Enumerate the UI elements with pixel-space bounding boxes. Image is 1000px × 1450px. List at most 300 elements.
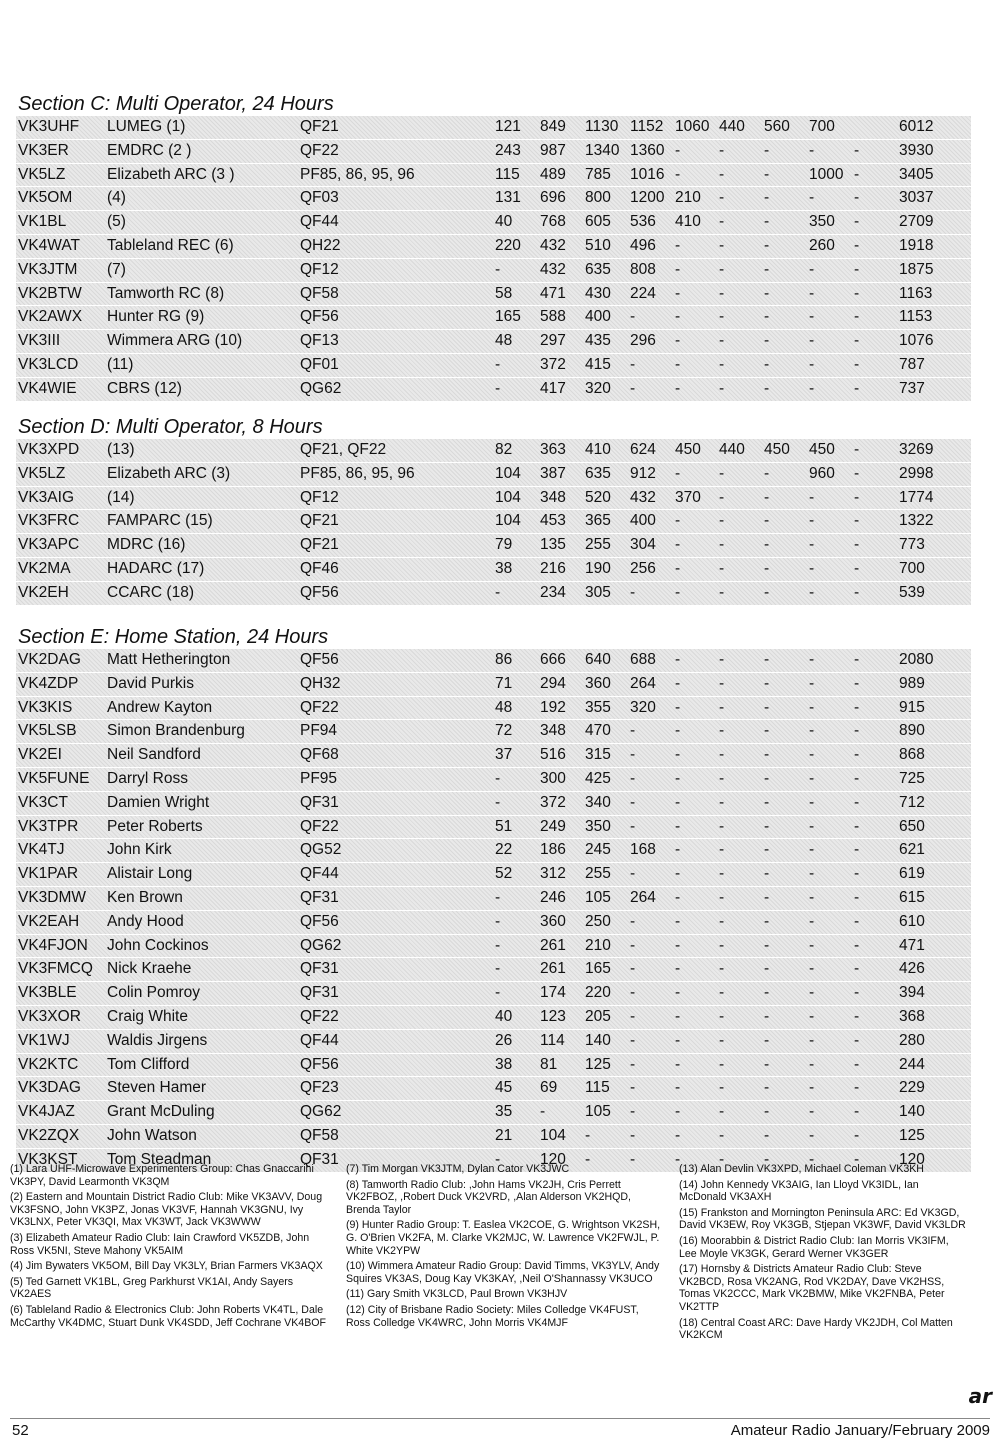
band-cell: -: [719, 583, 725, 601]
band-cell: 48: [495, 332, 513, 350]
band-cell: -: [675, 841, 681, 859]
callsign-cell: VK4WAT: [18, 236, 81, 254]
locator-cell: QF56: [300, 308, 339, 326]
footnote: [346, 1163, 664, 1176]
band-cell: 315: [585, 746, 611, 764]
locator-cell: QF22: [300, 817, 339, 835]
band-cell: -: [719, 936, 725, 954]
band-cell: -: [675, 960, 681, 978]
table-row: [16, 863, 971, 887]
band-cell: -: [854, 841, 860, 859]
band-cell: -: [809, 793, 815, 811]
band-cell: 104: [495, 464, 521, 482]
band-cell: 304: [630, 536, 656, 554]
band-cell: 785: [585, 165, 611, 183]
band-cell: -: [854, 355, 860, 373]
total-cell: 1918: [899, 236, 934, 254]
footnote: [679, 1317, 969, 1342]
table-row: [16, 259, 971, 283]
footnote: [10, 1163, 330, 1188]
band-cell: -: [764, 308, 770, 326]
band-cell: -: [809, 308, 815, 326]
band-cell: -: [495, 984, 501, 1002]
band-cell: -: [630, 912, 636, 930]
band-cell: -: [719, 260, 725, 278]
callsign-cell: VK4TJ: [18, 841, 65, 859]
name-cell: Tom Steadman: [107, 1150, 212, 1168]
footnote-text: Hunter Radio Group: T. Easlea VK2COE, G. Wrightson VK2SH, G. O'Brien VK2FA, M. Clarke VK2MJC, W. Lawrence VK2FWJL, P. White VK2YPW: [346, 1219, 661, 1257]
table-row: [16, 140, 971, 164]
band-cell: -: [630, 984, 636, 1002]
band-cell: -: [854, 213, 860, 231]
band-cell: -: [809, 141, 815, 159]
band-cell: 300: [540, 769, 566, 787]
band-cell: 255: [585, 536, 611, 554]
total-cell: 3037: [899, 189, 934, 207]
band-cell: -: [630, 936, 636, 954]
footnote-text: Tableland Radio & Electronics Club: John Roberts VK4TL, Dale McCarthy VK4DMC, Stuart Dunk VK4SDD, Jeff Cochrane VK4BOF: [10, 1303, 326, 1329]
locator-cell: QF31: [300, 793, 339, 811]
band-cell: 165: [495, 308, 521, 326]
band-cell: 470: [585, 722, 611, 740]
footnote-number: (4): [10, 1260, 23, 1273]
section-title: Section D: Multi Operator, 8 Hours: [18, 416, 323, 438]
band-cell: -: [809, 512, 815, 530]
band-cell: -: [495, 583, 501, 601]
band-cell: -: [719, 960, 725, 978]
band-cell: 987: [540, 141, 566, 159]
callsign-cell: VK3UHF: [18, 118, 80, 135]
table-row: [16, 1077, 971, 1101]
locator-cell: QF31: [300, 888, 339, 906]
locator-cell: PF85, 86, 95, 96: [300, 464, 415, 482]
band-cell: -: [764, 841, 770, 859]
band-cell: -: [630, 722, 636, 740]
band-cell: -: [675, 308, 681, 326]
footnote-number: (12): [346, 1303, 365, 1316]
band-cell: 220: [495, 236, 521, 254]
callsign-cell: VK2EH: [18, 583, 69, 601]
band-cell: 220: [585, 984, 611, 1002]
band-cell: -: [675, 1126, 681, 1144]
band-cell: -: [675, 355, 681, 373]
callsign-cell: VK2EAH: [18, 912, 80, 930]
name-cell: CCARC (18): [107, 583, 194, 601]
band-cell: -: [630, 1055, 636, 1073]
band-cell: 256: [630, 559, 656, 577]
footnote-number: (14): [679, 1178, 698, 1191]
band-cell: 246: [540, 888, 566, 906]
band-cell: -: [809, 817, 815, 835]
table-row: [16, 378, 971, 402]
band-cell: 120: [540, 1150, 566, 1168]
total-cell: 1774: [899, 488, 934, 506]
footnotes-column-3: [679, 1163, 969, 1345]
band-cell: -: [764, 1103, 770, 1121]
table-row: [16, 439, 971, 463]
band-cell: 243: [495, 141, 521, 159]
locator-cell: QF44: [300, 1031, 339, 1049]
callsign-cell: VK3AIG: [18, 488, 74, 506]
table-row: [16, 534, 971, 558]
footnote: [346, 1288, 664, 1301]
band-cell: 1340: [585, 141, 620, 159]
band-cell: 234: [540, 583, 566, 601]
callsign-cell: VK1PAR: [18, 865, 79, 883]
total-cell: 229: [899, 1079, 925, 1097]
band-cell: -: [495, 960, 501, 978]
band-cell: -: [675, 674, 681, 692]
total-cell: 368: [899, 1007, 925, 1025]
band-cell: -: [809, 284, 815, 302]
total-cell: 426: [899, 960, 925, 978]
band-cell: -: [764, 1126, 770, 1144]
band-cell: -: [675, 984, 681, 1002]
callsign-cell: VK3APC: [18, 536, 80, 554]
band-cell: -: [719, 1031, 725, 1049]
band-cell: -: [630, 1079, 636, 1097]
name-cell: John Kirk: [107, 841, 172, 859]
page-number: 52: [12, 1422, 29, 1439]
locator-cell: QF22: [300, 698, 339, 716]
band-cell: 51: [495, 817, 513, 835]
locator-cell: PF94: [300, 722, 338, 740]
callsign-cell: VK3TPR: [18, 817, 79, 835]
band-cell: 115: [585, 1079, 610, 1097]
band-cell: -: [719, 698, 725, 716]
locator-cell: QG62: [300, 936, 342, 954]
band-cell: -: [675, 379, 681, 397]
table-row: [16, 558, 971, 582]
name-cell: Peter Roberts: [107, 817, 203, 835]
footnote: [679, 1179, 969, 1204]
band-cell: -: [854, 1079, 860, 1097]
band-cell: -: [675, 817, 681, 835]
footnote: [346, 1179, 664, 1217]
locator-cell: QF21: [300, 536, 339, 554]
band-cell: -: [854, 189, 860, 207]
band-cell: -: [630, 865, 636, 883]
section-c: [16, 93, 971, 402]
total-cell: 394: [899, 984, 925, 1002]
locator-cell: QF12: [300, 488, 339, 506]
name-cell: Darryl Ross: [107, 769, 188, 787]
locator-cell: QF56: [300, 912, 339, 930]
band-cell: -: [809, 722, 815, 740]
band-cell: 81: [540, 1055, 558, 1073]
total-cell: 650: [899, 817, 925, 835]
band-cell: 69: [540, 1079, 558, 1097]
band-cell: 205: [585, 1007, 611, 1025]
band-cell: 450: [809, 441, 835, 458]
band-cell: 52: [495, 865, 513, 883]
locator-cell: QF31: [300, 1150, 339, 1168]
name-cell: Tom Clifford: [107, 1055, 190, 1073]
band-cell: -: [675, 512, 681, 530]
name-cell: Elizabeth ARC (3 ): [107, 165, 235, 183]
table-row: [16, 697, 971, 721]
band-cell: -: [764, 284, 770, 302]
band-cell: 360: [585, 674, 611, 692]
band-cell: -: [854, 1126, 860, 1144]
band-cell: -: [854, 260, 860, 278]
footnote-text: Lara UHF-Microwave Experimenters Group: Chas Gnaccarini VK3PY, David Learmonth VK3QM: [10, 1163, 314, 1188]
band-cell: 40: [495, 213, 513, 231]
band-cell: -: [764, 1031, 770, 1049]
band-cell: -: [764, 236, 770, 254]
band-cell: -: [719, 165, 725, 183]
footnotes-column-2: [346, 1163, 664, 1332]
band-cell: 516: [540, 746, 566, 764]
band-cell: 415: [585, 355, 611, 373]
band-cell: 38: [495, 1055, 513, 1073]
band-cell: -: [854, 308, 860, 326]
table-row: [16, 116, 971, 140]
footnotes-column-1: [10, 1163, 330, 1332]
band-cell: -: [764, 984, 770, 1002]
callsign-cell: VK2KTC: [18, 1055, 79, 1073]
band-cell: -: [764, 464, 770, 482]
band-cell: -: [675, 746, 681, 764]
name-cell: (7): [107, 260, 126, 278]
footnote-number: (13): [679, 1163, 698, 1175]
table-row: [16, 164, 971, 188]
band-cell: -: [809, 984, 815, 1002]
band-cell: 140: [585, 1031, 611, 1049]
band-cell: -: [675, 888, 681, 906]
section-title: Section C: Multi Operator, 24 Hours: [18, 93, 334, 115]
band-cell: 255: [585, 865, 611, 883]
table-row: [16, 911, 971, 935]
band-cell: 320: [585, 379, 611, 397]
footnote: [679, 1263, 969, 1313]
band-cell: 1016: [630, 165, 665, 183]
band-cell: -: [495, 260, 501, 278]
total-cell: 1322: [899, 512, 934, 530]
band-cell: -: [764, 1079, 770, 1097]
band-cell: 365: [585, 512, 611, 530]
total-cell: 787: [899, 355, 925, 373]
band-cell: 348: [540, 488, 566, 506]
callsign-cell: VK3KST: [18, 1150, 78, 1168]
band-cell: -: [630, 746, 636, 764]
name-cell: Waldis Jirgens: [107, 1031, 208, 1049]
table-row: [16, 887, 971, 911]
total-cell: 868: [899, 746, 925, 764]
total-cell: 2998: [899, 464, 934, 482]
band-cell: -: [675, 559, 681, 577]
band-cell: -: [809, 260, 815, 278]
total-cell: 120: [899, 1150, 925, 1168]
footnote-number: (2): [10, 1191, 23, 1204]
band-cell: -: [630, 583, 636, 601]
band-cell: -: [630, 308, 636, 326]
band-cell: 417: [540, 379, 566, 397]
band-cell: -: [719, 236, 725, 254]
band-cell: -: [764, 865, 770, 883]
band-cell: -: [495, 1150, 501, 1168]
band-cell: -: [854, 984, 860, 1002]
name-cell: Craig White: [107, 1007, 188, 1025]
band-cell: -: [854, 651, 860, 668]
band-cell: 72: [495, 722, 513, 740]
total-cell: 1163: [899, 284, 933, 302]
total-cell: 615: [899, 888, 925, 906]
callsign-cell: VK3JTM: [18, 260, 78, 278]
total-cell: 619: [899, 865, 925, 883]
table-row: [16, 744, 971, 768]
band-cell: 71: [495, 674, 513, 692]
total-cell: 621: [899, 841, 925, 859]
table-row: [16, 1054, 971, 1078]
band-cell: 104: [495, 512, 521, 530]
band-cell: 260: [809, 236, 835, 254]
band-cell: -: [719, 912, 725, 930]
table-row: [16, 487, 971, 511]
locator-cell: QF31: [300, 984, 339, 1002]
name-cell: MDRC (16): [107, 536, 186, 554]
name-cell: Wimmera ARG (10): [107, 332, 243, 350]
footnote: [679, 1163, 969, 1176]
table-row: [16, 582, 971, 606]
band-cell: 666: [540, 651, 566, 668]
band-cell: -: [809, 379, 815, 397]
callsign-cell: VK3III: [18, 332, 61, 350]
footnote-number: (9): [346, 1219, 359, 1232]
band-cell: 370: [675, 488, 701, 506]
band-cell: -: [675, 793, 681, 811]
locator-cell: PF85, 86, 95, 96: [300, 165, 415, 183]
footnote: [10, 1304, 330, 1329]
callsign-cell: VK5LSB: [18, 722, 77, 740]
band-cell: 400: [585, 308, 611, 326]
callsign-cell: VK3ER: [18, 141, 69, 159]
band-cell: -: [764, 1007, 770, 1025]
band-cell: 635: [585, 260, 611, 278]
band-cell: -: [630, 793, 636, 811]
band-cell: -: [764, 722, 770, 740]
band-cell: -: [675, 722, 681, 740]
callsign-cell: VK3FRC: [18, 512, 80, 530]
band-cell: 450: [764, 441, 790, 458]
band-cell: -: [809, 769, 815, 787]
band-cell: 115: [495, 165, 520, 183]
band-cell: 105: [585, 1103, 611, 1121]
band-cell: 305: [585, 583, 611, 601]
footnote-text: Frankston and Mornington Peninsula ARC: Ed VK3GD, David VK3EW, Roy VK3GB, Stjepan VK3WF, David VK3LDR: [679, 1206, 966, 1232]
locator-cell: QG52: [300, 841, 342, 859]
band-cell: -: [630, 1103, 636, 1121]
band-cell: 21: [495, 1126, 513, 1144]
footnote-number: (11): [346, 1288, 365, 1301]
band-cell: 430: [585, 284, 611, 302]
results-table: [16, 439, 971, 606]
band-cell: -: [854, 379, 860, 397]
name-cell: HADARC (17): [107, 559, 205, 577]
table-row: [16, 354, 971, 378]
band-cell: 174: [540, 984, 566, 1002]
locator-cell: QF31: [300, 960, 339, 978]
results-table: [16, 116, 971, 402]
band-cell: 1060: [675, 118, 710, 135]
name-cell: John Watson: [107, 1126, 197, 1144]
band-cell: 700: [809, 118, 835, 135]
band-cell: -: [764, 651, 770, 668]
total-cell: 1153: [899, 308, 933, 326]
section-e: [16, 626, 971, 1173]
callsign-cell: VK3BLE: [18, 984, 77, 1002]
footnote-number: (18): [679, 1316, 698, 1329]
band-cell: -: [719, 769, 725, 787]
total-cell: 125: [899, 1126, 925, 1144]
name-cell: Steven Hamer: [107, 1079, 207, 1097]
band-cell: -: [495, 888, 501, 906]
band-cell: 294: [540, 674, 566, 692]
band-cell: 40: [495, 1007, 513, 1025]
band-cell: -: [719, 888, 725, 906]
band-cell: -: [764, 960, 770, 978]
name-cell: Neil Sandford: [107, 746, 201, 764]
footnote: [10, 1191, 330, 1229]
locator-cell: QF22: [300, 1007, 339, 1025]
band-cell: 165: [585, 960, 611, 978]
callsign-cell: VK2DAG: [18, 651, 81, 668]
band-cell: 22: [495, 841, 513, 859]
band-cell: -: [675, 865, 681, 883]
band-cell: 432: [540, 260, 566, 278]
band-cell: -: [854, 865, 860, 883]
locator-cell: QF01: [300, 355, 339, 373]
band-cell: -: [675, 536, 681, 554]
callsign-cell: VK5LZ: [18, 165, 66, 183]
name-cell: (14): [107, 488, 135, 506]
band-cell: -: [675, 651, 681, 668]
table-row: [16, 768, 971, 792]
band-cell: -: [630, 1150, 636, 1168]
band-cell: -: [854, 284, 860, 302]
table-row: [16, 958, 971, 982]
band-cell: 79: [495, 536, 513, 554]
band-cell: 440: [719, 118, 745, 135]
band-cell: -: [719, 308, 725, 326]
band-cell: -: [764, 698, 770, 716]
band-cell: -: [764, 379, 770, 397]
table-row: [16, 283, 971, 307]
band-cell: -: [854, 559, 860, 577]
band-cell: 696: [540, 189, 566, 207]
band-cell: -: [809, 841, 815, 859]
band-cell: -: [719, 1126, 725, 1144]
band-cell: -: [809, 888, 815, 906]
band-cell: -: [495, 936, 501, 954]
table-row: [16, 720, 971, 744]
band-cell: -: [719, 464, 725, 482]
total-cell: 140: [899, 1103, 925, 1121]
band-cell: -: [719, 1103, 725, 1121]
band-cell: 131: [495, 189, 521, 207]
band-cell: -: [854, 512, 860, 530]
band-cell: 264: [630, 674, 656, 692]
band-cell: -: [854, 332, 860, 350]
band-cell: -: [854, 1055, 860, 1073]
band-cell: -: [719, 332, 725, 350]
name-cell: CBRS (12): [107, 379, 182, 397]
band-cell: 471: [540, 284, 566, 302]
band-cell: -: [809, 912, 815, 930]
footnote: [679, 1207, 969, 1232]
band-cell: -: [719, 674, 725, 692]
band-cell: 588: [540, 308, 566, 326]
